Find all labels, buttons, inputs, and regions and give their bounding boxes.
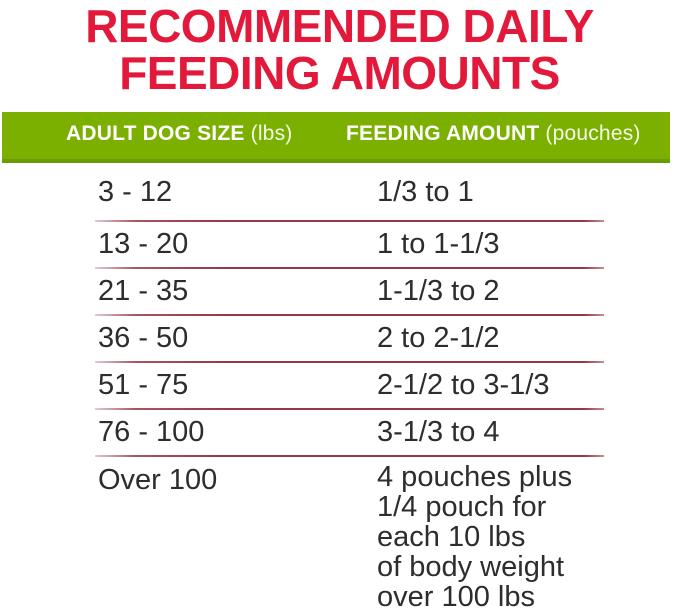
- feeding-amount-line: over 100 lbs: [377, 581, 535, 613]
- feeding-amount-line: 4 pouches plus: [377, 461, 573, 493]
- feeding-amount-cell: 1/3 to 1: [377, 176, 474, 208]
- table-row: [0, 363, 679, 408]
- table-row: [0, 457, 679, 612]
- feeding-amount-cell: [377, 462, 679, 612]
- feeding-amount-line: of body weight: [377, 551, 565, 583]
- page-title-line-1: RECOMMENDED DAILY: [85, 0, 594, 52]
- dog-size-cell: 13 - 20: [98, 228, 189, 260]
- table-header: [2, 112, 670, 163]
- table-row: [0, 269, 679, 314]
- table-row: [0, 410, 679, 455]
- dog-size-cell: 3 - 12: [98, 176, 173, 208]
- feeding-amount-line: 1/4 pouch for: [377, 491, 547, 523]
- dog-size-cell: 21 - 35: [98, 275, 189, 307]
- feeding-amount-cell: 1 to 1-1/3: [377, 228, 500, 260]
- table-body: [0, 163, 679, 612]
- header-dog-size-label: ADULT DOG SIZE: [66, 121, 245, 145]
- header-feeding-amount: [346, 122, 641, 146]
- dog-size-cell: 51 - 75: [98, 369, 189, 401]
- dog-size-cell: 36 - 50: [98, 322, 189, 354]
- header-feeding-amount-label: FEEDING AMOUNT: [346, 121, 540, 145]
- table-row: [0, 163, 679, 220]
- feeding-amount-line: each 10 lbs: [377, 521, 526, 553]
- feeding-amount-cell: 1-1/3 to 2: [377, 275, 500, 307]
- feeding-amount-cell: 2-1/2 to 3-1/3: [377, 369, 550, 401]
- table-row: [0, 316, 679, 361]
- feeding-amount-cell: 3-1/3 to 4: [377, 416, 500, 448]
- table-row: [0, 222, 679, 267]
- header-feeding-amount-unit: (pouches): [545, 121, 641, 145]
- header-dog-size-unit: (lbs): [250, 121, 293, 145]
- page-title: [0, 0, 679, 97]
- header-dog-size: [66, 122, 292, 146]
- page-title-line-2: FEEDING AMOUNTS: [119, 47, 560, 99]
- dog-size-cell: Over 100: [98, 464, 218, 496]
- dog-size-cell: 76 - 100: [98, 416, 205, 448]
- feeding-amount-cell: 2 to 2-1/2: [377, 322, 500, 354]
